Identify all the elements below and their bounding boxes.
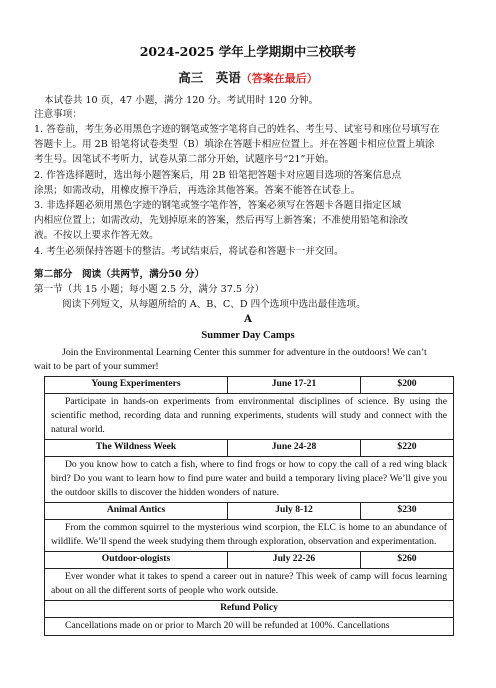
passage-title: Summer Day Camps — [201, 330, 295, 341]
note-line: 内相应位置上；如需改动，先划掉原来的答案，然后再写上新答案；不准使用铅笔和涂改 — [34, 215, 409, 226]
passage-intro-1: Join the Environmental Learning Center this summer for adventure in the outdoors! We can’t — [62, 347, 427, 358]
camp-name: Young Experimenters — [45, 377, 228, 394]
refund-text: Cancellations made on or prior to March 20 will be refunded at 100%. Cancellations — [45, 618, 454, 636]
note-line: 4. 考生必须保持答题卡的整洁。考试结束后，将试卷和答题卡一并交回。 — [34, 246, 344, 257]
camps-table — [44, 376, 454, 636]
camp-header-row — [45, 503, 454, 520]
camp-dates: June 24-28 — [228, 440, 361, 457]
note-line: 1. 答卷前，考生务必用黑色字迹的钢笔或签字笔将自己的姓名、考生号、试室号和座位号填写在 — [34, 124, 440, 135]
exam-subject — [0, 68, 496, 86]
camp-name: Animal Antics — [45, 503, 228, 520]
camp-dates: July 8-12 — [228, 503, 361, 520]
camp-price: $260 — [361, 552, 454, 569]
camp-description: Participate in hands-on experiments from environmental disciplines of science. By using the scientific method, recording data and running experiments, students will study and connect with the natural world. — [45, 394, 454, 440]
camp-description-row — [45, 457, 454, 503]
subject-note: （答案在最后） — [240, 72, 318, 85]
note-line: 考生号。因笔试不考听力，试卷从第二部分开始，试题序号“21”开始。 — [34, 154, 335, 165]
camp-header-row — [45, 552, 454, 569]
refund-heading: Refund Policy — [45, 601, 454, 618]
subject-name: 高三 英语 — [178, 70, 241, 85]
refund-text-row — [45, 618, 454, 636]
note-line: 液。不按以上要求作答无效。 — [34, 230, 159, 241]
exam-title: 2024-2025 学年上学期期中三校联考 — [139, 44, 357, 59]
camp-price: $200 — [361, 377, 454, 394]
camp-dates: July 22-26 — [228, 552, 361, 569]
refund-header-row — [45, 601, 454, 618]
note-line: 答题卡上。用 2B 铅笔将试卷类型（B）填涂在答题卡相应位置上。并在答题卡相应位置上填涂 — [34, 139, 435, 150]
exam-intro: 本试卷共 10 页，47 小题，满分 120 分。考试用时 120 分钟。 — [44, 95, 319, 106]
passage-letter: A — [244, 314, 252, 325]
notes-heading: 注意事项： — [34, 109, 82, 120]
passage-intro-2: wait to be part of your summer! — [34, 361, 159, 372]
note-line: 3. 非选择题必须用黑色字迹的钢笔或签字笔作答，答案必须写在答题卡各题目指定区域 — [34, 200, 402, 211]
camp-price: $230 — [361, 503, 454, 520]
camp-description-row — [45, 569, 454, 601]
camp-description-row — [45, 520, 454, 552]
note-line: 涂黑；如需改动，用橡皮擦干净后，再选涂其他答案。答案不能答在试卷上。 — [34, 185, 361, 196]
section-heading: 第一节（共 15 小题；每小题 2.5 分，满分 37.5 分） — [34, 284, 265, 295]
camp-name: The Wildness Week — [45, 440, 228, 457]
camp-price: $220 — [361, 440, 454, 457]
camp-description: Do you know how to catch a fish, where to find frogs or how to copy the call of a red wing black bird? Do you want to learn how to find pure water and build a temporary living place? We’ll give you the outdoor skills to discover the hidden wonders of nature. — [45, 457, 454, 503]
note-line: 2. 作答选择题时，选出每小题答案后，用 2B 铅笔把答题卡对应题目选项的答案信息点 — [34, 170, 402, 181]
camp-header-row — [45, 440, 454, 457]
camp-header-row — [45, 377, 454, 394]
part-heading: 第二部分 阅读（共两节，满分50 分） — [34, 269, 205, 280]
camp-description: From the common squirrel to the mysterious wind scorpion, the ELC is home to an abundance of wildlife. We’ll spend the week studying them through exploration, observation and experimentation. — [45, 520, 454, 552]
reading-instruction: 阅读下列短文，从每题所给的 A、B、C、D 四个选项中选出最佳选项。 — [62, 299, 366, 310]
camp-description: Ever wonder what it takes to spend a career out in nature? This week of camp will focus learning about on all the different sorts of people who work outside. — [45, 569, 454, 601]
camp-name: Outdoor-ologists — [45, 552, 228, 569]
camp-dates: June 17-21 — [228, 377, 361, 394]
camp-description-row — [45, 394, 454, 440]
